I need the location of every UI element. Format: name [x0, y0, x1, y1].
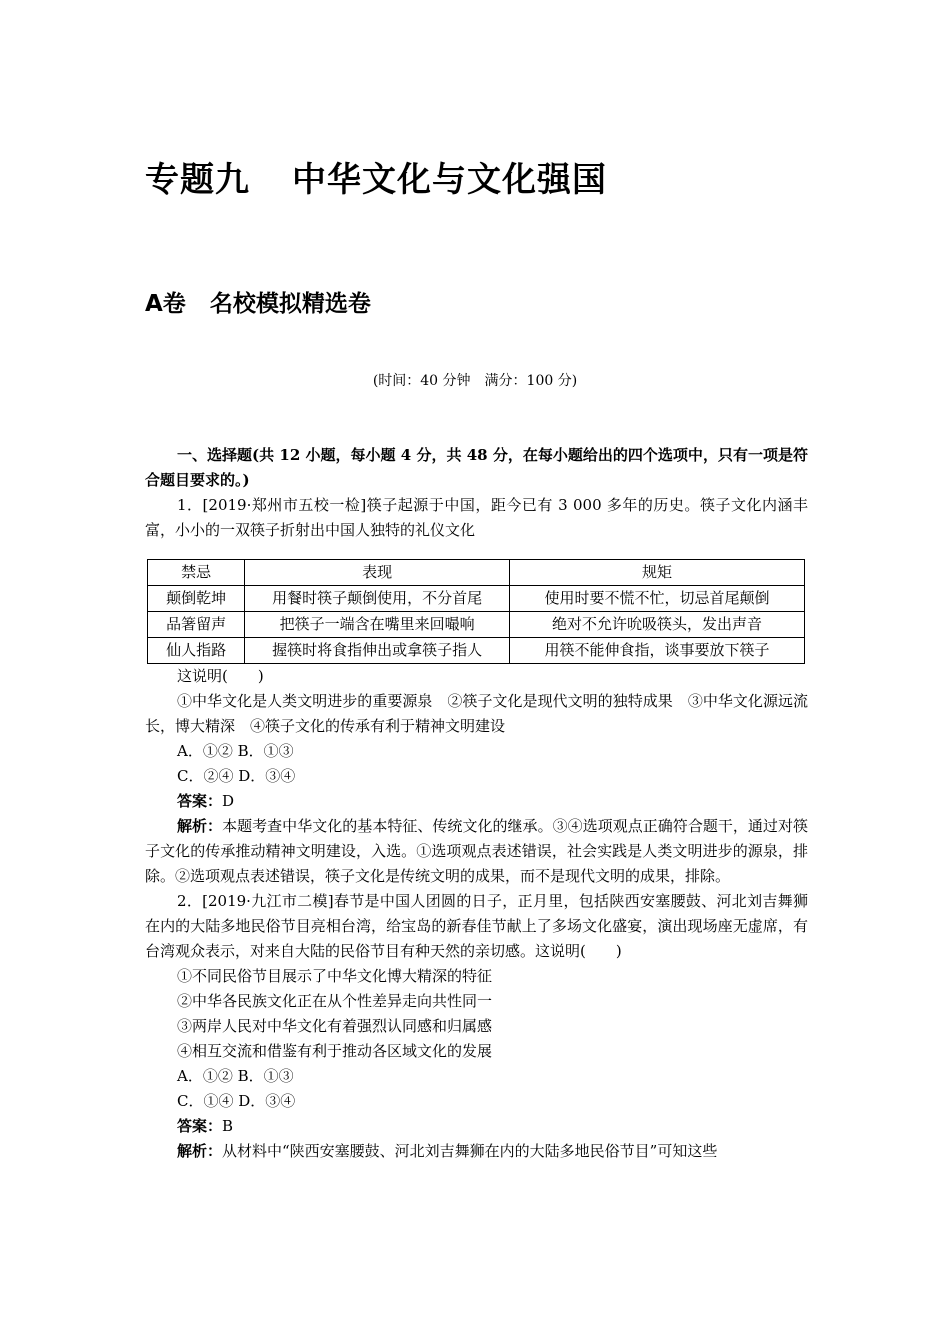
section-heading: 一、选择题(共 12 小题，每小题 4 分，共 48 分，在每小题给出的四个选项中，只有一项是符合题目要求的。)	[145, 446, 808, 489]
q2-statement: ④相互交流和借鉴有利于推动各区域文化的发展	[177, 1042, 493, 1060]
table-cell: 仙人指路	[148, 638, 245, 664]
q1-table	[147, 559, 805, 664]
table-row	[148, 612, 805, 638]
table-row	[148, 638, 805, 664]
table-cell: 用筷不能伸食指，谈事要放下筷子	[510, 638, 805, 664]
q1-analysis	[145, 814, 808, 889]
table-cell: 品箸留声	[148, 612, 245, 638]
q2-statement: ③两岸人民对中华文化有着强烈认同感和归属感	[177, 1017, 493, 1035]
q2-options-ab: A．①② B．①③	[177, 1067, 294, 1085]
page-subtitle	[145, 285, 371, 318]
title-topic-number: 专题九	[145, 160, 250, 200]
subtitle-volume: A卷	[145, 291, 186, 317]
answer-value: B	[222, 1117, 234, 1135]
q2-options-cd: C．①④ D．③④	[177, 1092, 296, 1110]
q1-stem: 1．[2019·郑州市五校一检]筷子起源于中国，距今已有 3 000 多年的历史。筷子文化内涵丰富，小小的一双筷子折射出中国人独特的礼仪文化	[145, 496, 808, 539]
q2-stem: 2．[2019·九江市二模]春节是中国人团圆的日子，正月里，包括陕西安塞腰鼓、河北刘吉舞狮在内的大陆多地民俗节目亮相台湾，给宝岛的新春佳节献上了多场文化盛宴，演出现场座无虚席，有台湾观众表示，对来自大陆的民俗节目有种天然的亲切感。这说明( )	[145, 892, 808, 960]
table-cell: 用餐时筷子颠倒使用，不分首尾	[245, 586, 510, 612]
analysis-text: 从材料中“陕西安塞腰鼓、河北刘吉舞狮在内的大陆多地民俗节目”可知这些	[222, 1142, 718, 1160]
table-header-row	[148, 560, 805, 586]
analysis-label: 解析：	[177, 1142, 223, 1160]
table-cell: 绝对不允许吮吸筷头，发出声音	[510, 612, 805, 638]
table-cell: 握筷时将食指伸出或拿筷子指人	[245, 638, 510, 664]
page-title	[145, 152, 607, 201]
answer-value: D	[222, 792, 235, 810]
table-header-cell: 规矩	[510, 560, 805, 586]
q2-analysis	[145, 1139, 808, 1164]
q1-answer	[145, 789, 808, 814]
table-header-cell: 禁忌	[148, 560, 245, 586]
document-body	[145, 443, 808, 1164]
q2-statement: ②中华各民族文化正在从个性差异走向共性同一	[177, 992, 493, 1010]
q1-prompt: 这说明( )	[177, 667, 264, 685]
answer-label: 答案：	[177, 792, 223, 810]
subtitle-name: 名校模拟精选卷	[209, 291, 371, 317]
answer-label: 答案：	[177, 1117, 223, 1135]
analysis-label: 解析：	[177, 817, 223, 835]
q1-options-cd: C．②④ D．③④	[177, 767, 296, 785]
q1-statements: ①中华文化是人类文明进步的重要源泉 ②筷子文化是现代文明的独特成果 ③中华文化源远流长，博大精深 ④筷子文化的传承有利于精神文明建设	[145, 692, 808, 735]
q2-statement: ①不同民俗节目展示了中华文化博大精深的特征	[177, 967, 493, 985]
exam-time-info: (时间：40 分钟 满分：100 分)	[372, 373, 578, 389]
table-cell: 使用时要不慌不忙，切忌首尾颠倒	[510, 586, 805, 612]
table-cell: 颠倒乾坤	[148, 586, 245, 612]
analysis-text: 本题考查中华文化的基本特征、传统文化的继承。③④选项观点正确符合题干，通过对筷子文化的传承推动精神文明建设，入选。①选项观点表述错误，社会实践是人类文明进步的源泉，排除。②选项观点表述错误，筷子文化是传统文明的成果，而不是现代文明的成果，排除。	[145, 817, 808, 885]
table-cell: 把筷子一端含在嘴里来回嘬响	[245, 612, 510, 638]
q2-answer	[145, 1114, 808, 1139]
title-topic-name: 中华文化与文化强国	[292, 160, 607, 200]
table-header-cell: 表现	[245, 560, 510, 586]
q1-options-ab: A．①② B．①③	[177, 742, 294, 760]
table-row	[148, 586, 805, 612]
